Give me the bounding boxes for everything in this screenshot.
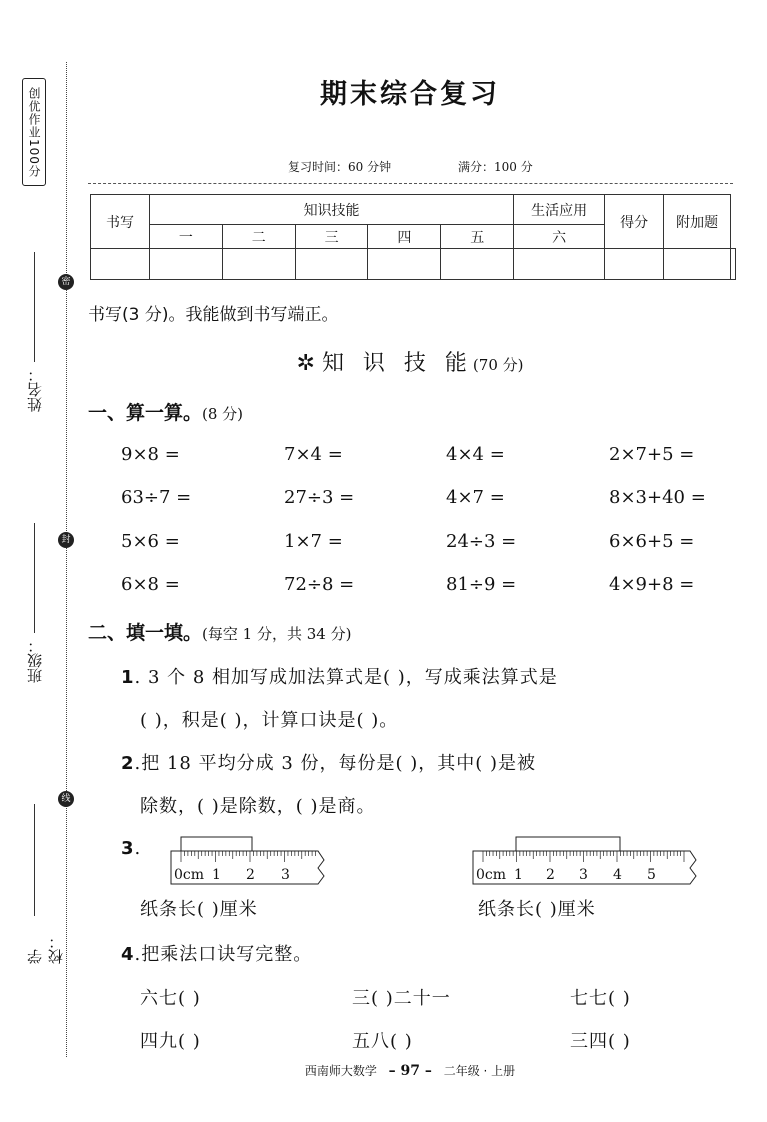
school-field <box>24 804 65 964</box>
calc-item: 81÷9 = <box>446 574 517 595</box>
ruler-2-label-3: 3 <box>579 867 588 883</box>
ruler-2-label-0: 0cm <box>476 867 507 883</box>
q2-2-line2: 除数，( )是除数，( )是商。 <box>140 796 376 817</box>
calc-item: 24÷3 = <box>446 531 517 552</box>
name-field-label: 姓名： <box>26 367 44 412</box>
class-field-label: 班级： <box>26 638 44 683</box>
score-col-2: 二 <box>222 225 295 249</box>
q2-1-number: 1 <box>121 667 135 688</box>
calc-item: 72÷8 = <box>284 574 355 595</box>
ruler-1-label-2: 2 <box>246 867 255 883</box>
score-cell[interactable] <box>368 249 441 280</box>
score-cell[interactable] <box>295 249 368 280</box>
score-cell[interactable] <box>222 249 295 280</box>
section-star-icon: ✲ <box>296 351 315 376</box>
calc-item: 4×9+8 = <box>609 574 695 595</box>
score-col-extra: 附加题 <box>664 195 731 249</box>
score-col-total: 得分 <box>605 195 664 249</box>
page-footer <box>0 1062 767 1079</box>
score-cell[interactable] <box>605 249 664 280</box>
calc-item: 7×4 = <box>284 444 343 465</box>
name-field <box>24 252 46 412</box>
q2-4-heading <box>121 940 312 966</box>
calc-item: 4×4 = <box>446 444 505 465</box>
score-cell[interactable] <box>664 249 731 280</box>
q1-heading <box>88 398 243 425</box>
calc-item: 6×8 = <box>121 574 180 595</box>
page-number: – 97 – <box>388 1063 432 1079</box>
class-field <box>24 523 46 683</box>
score-group-life: 生活应用 <box>514 195 605 225</box>
q2-2-line1 <box>121 749 536 775</box>
q2-1-text: . 3 个 8 相加写成加法算式是( )，写成乘法算式是 <box>134 667 558 688</box>
brand-box: 创优作业100分 <box>22 78 46 186</box>
paper-strip-2 <box>516 837 620 851</box>
section-name: 知 识 技 能 <box>321 351 473 376</box>
q1-note: (8 分) <box>202 405 244 423</box>
q2-4-number: 4 <box>121 944 135 965</box>
q2-3-number-wrap: 3. <box>121 838 142 859</box>
score-cell[interactable] <box>150 249 223 280</box>
ruler-2 <box>470 834 700 886</box>
score-cell[interactable] <box>514 249 605 280</box>
score-group-knowledge: 知识技能 <box>150 195 514 225</box>
score-col-writing: 书写 <box>91 195 150 249</box>
calc-item: 5×6 = <box>121 531 180 552</box>
score-col-6: 六 <box>514 225 605 249</box>
q1-title: 一、算一算。 <box>88 402 203 424</box>
calc-item: 8×3+40 = <box>609 487 706 508</box>
footer-grade: 二年级 · 上册 <box>443 1064 516 1078</box>
rhyme-item: 七七( ) <box>570 988 631 1009</box>
ruler-2-label-4: 4 <box>613 867 622 883</box>
section-heading <box>0 346 767 377</box>
ruler-1-label-1: 1 <box>212 867 221 883</box>
full-score: 满分：100 分 <box>458 160 533 174</box>
ruler-1-answer: 纸条长( )厘米 <box>140 899 258 920</box>
calc-item: 63÷7 = <box>121 487 192 508</box>
rhyme-item: 三( )二十一 <box>352 988 451 1009</box>
header-divider <box>88 183 733 184</box>
writing-note: 书写(3 分)。我能做到书写端正。 <box>88 305 339 325</box>
calc-item: 9×8 = <box>121 444 180 465</box>
score-col-4: 四 <box>368 225 441 249</box>
calc-item: 1×7 = <box>284 531 343 552</box>
score-cell[interactable] <box>91 249 150 280</box>
ruler-1 <box>168 834 328 886</box>
paper-strip-1 <box>181 837 252 851</box>
q2-3-number: 3 <box>121 838 135 859</box>
calc-item: 27÷3 = <box>284 487 355 508</box>
score-col-1: 一 <box>150 225 223 249</box>
q2-1-line2: ( )，积是( )，计算口诀是( )。 <box>140 710 399 731</box>
q2-4-text: .把乘法口诀写完整。 <box>134 944 313 965</box>
ruler-1-label-0: 0cm <box>174 867 205 883</box>
footer-publisher: 西南师大数学 <box>304 1064 377 1078</box>
q2-1-line1 <box>121 663 558 689</box>
q2-title: 二、填一填。 <box>88 622 203 644</box>
seal-mark-feng: 封 <box>58 532 74 548</box>
ruler-2-label-2: 2 <box>546 867 555 883</box>
class-field-line[interactable] <box>34 523 35 633</box>
seal-mark-mi: 密 <box>58 274 74 290</box>
q2-2-number: 2 <box>121 753 135 774</box>
ruler-1-label-3: 3 <box>281 867 290 883</box>
rhyme-item: 三四( ) <box>570 1031 631 1052</box>
rhyme-item: 五八( ) <box>352 1031 413 1052</box>
review-time: 复习时间：60 分钟 <box>288 160 392 174</box>
calc-item: 6×6+5 = <box>609 531 695 552</box>
q2-heading <box>88 618 351 645</box>
q2-note: (每空 1 分，共 34 分) <box>202 625 352 643</box>
q2-2-text: .把 18 平均分成 3 份，每份是( )，其中( )是被 <box>134 753 537 774</box>
page-title: 期末综合复习 <box>320 79 500 110</box>
score-table <box>90 194 736 280</box>
score-col-5: 五 <box>441 225 514 249</box>
ruler-2-label-1: 1 <box>514 867 523 883</box>
calc-item: 2×7+5 = <box>609 444 695 465</box>
school-field-label: 学校： <box>26 934 65 964</box>
seal-mark-xian: 线 <box>58 791 74 807</box>
calc-item: 4×7 = <box>446 487 505 508</box>
score-cell[interactable] <box>441 249 514 280</box>
ruler-2-answer: 纸条长( )厘米 <box>478 899 596 920</box>
section-points: (70 分) <box>472 356 524 374</box>
school-field-line[interactable] <box>34 804 35 916</box>
score-col-3: 三 <box>295 225 368 249</box>
rhyme-item: 六七( ) <box>140 988 201 1009</box>
ruler-2-label-5: 5 <box>647 867 656 883</box>
rhyme-item: 四九( ) <box>140 1031 201 1052</box>
binding-dotted-line <box>66 62 67 1057</box>
score-cell[interactable] <box>731 249 736 280</box>
